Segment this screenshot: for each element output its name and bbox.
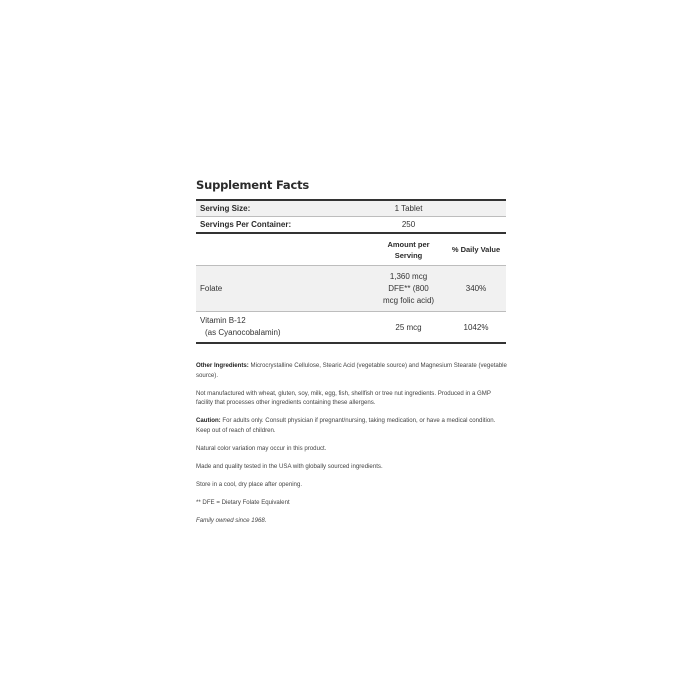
table-row xyxy=(196,312,506,342)
label-notes xyxy=(196,361,508,534)
servings-per-container-label: Servings Per Container: xyxy=(200,220,292,229)
serving-size-value: 1 Tablet xyxy=(394,204,423,213)
panel-title: Supplement Facts xyxy=(196,178,310,192)
nutrient-name: Folate xyxy=(200,284,223,293)
supplement-facts-panel xyxy=(196,178,506,344)
daily-value-header: % Daily Value xyxy=(451,245,501,254)
servings-per-container-value: 250 xyxy=(401,220,416,229)
caution-statement: Caution: For adults only. Consult physician if pregnant/nursing, taking medication, or have a medical condition. Keep out of reach of children. xyxy=(196,417,496,434)
nutrient-daily-value: 1042% xyxy=(463,322,489,332)
made-in-usa-note: Made and quality tested in the USA with globally sourced ingredients. xyxy=(196,462,383,470)
nutrient-name: Vitamin B-12 (as Cyanocobalamin) xyxy=(200,316,281,337)
other-ingredients: Other Ingredients: Microcrystalline Cellulose, Stearic Acid (vegetable source) and Magnesium Stearate (vegetable source). xyxy=(196,362,507,379)
nutrient-amount: 25 mcg xyxy=(395,322,422,332)
dfe-footnote: ** DFE = Dietary Folate Equivalent xyxy=(196,498,290,506)
nutrient-daily-value: 340% xyxy=(465,284,487,293)
serving-size-label: Serving Size: xyxy=(200,204,251,213)
color-variation-note: Natural color variation may occur in this product. xyxy=(196,444,327,452)
bottom-rule xyxy=(196,342,506,344)
allergen-statement: Not manufactured with wheat, gluten, soy, milk, egg, fish, shellfish or tree nut ingredients. Produced in a GMP facility that processes other ingredients containing these allergens. xyxy=(196,389,491,406)
nutrient-amount: 1,360 mcg DFE** (800 mcg folic acid) xyxy=(382,271,435,305)
family-owned-note: Family owned since 1968. xyxy=(196,516,267,524)
table-row xyxy=(196,266,506,311)
table-header-row xyxy=(196,234,506,265)
servings-per-container-row xyxy=(196,217,506,232)
storage-note: Store in a cool, dry place after opening. xyxy=(196,480,303,488)
amount-header: Amount per Serving xyxy=(387,239,430,260)
serving-size-row xyxy=(196,201,506,216)
